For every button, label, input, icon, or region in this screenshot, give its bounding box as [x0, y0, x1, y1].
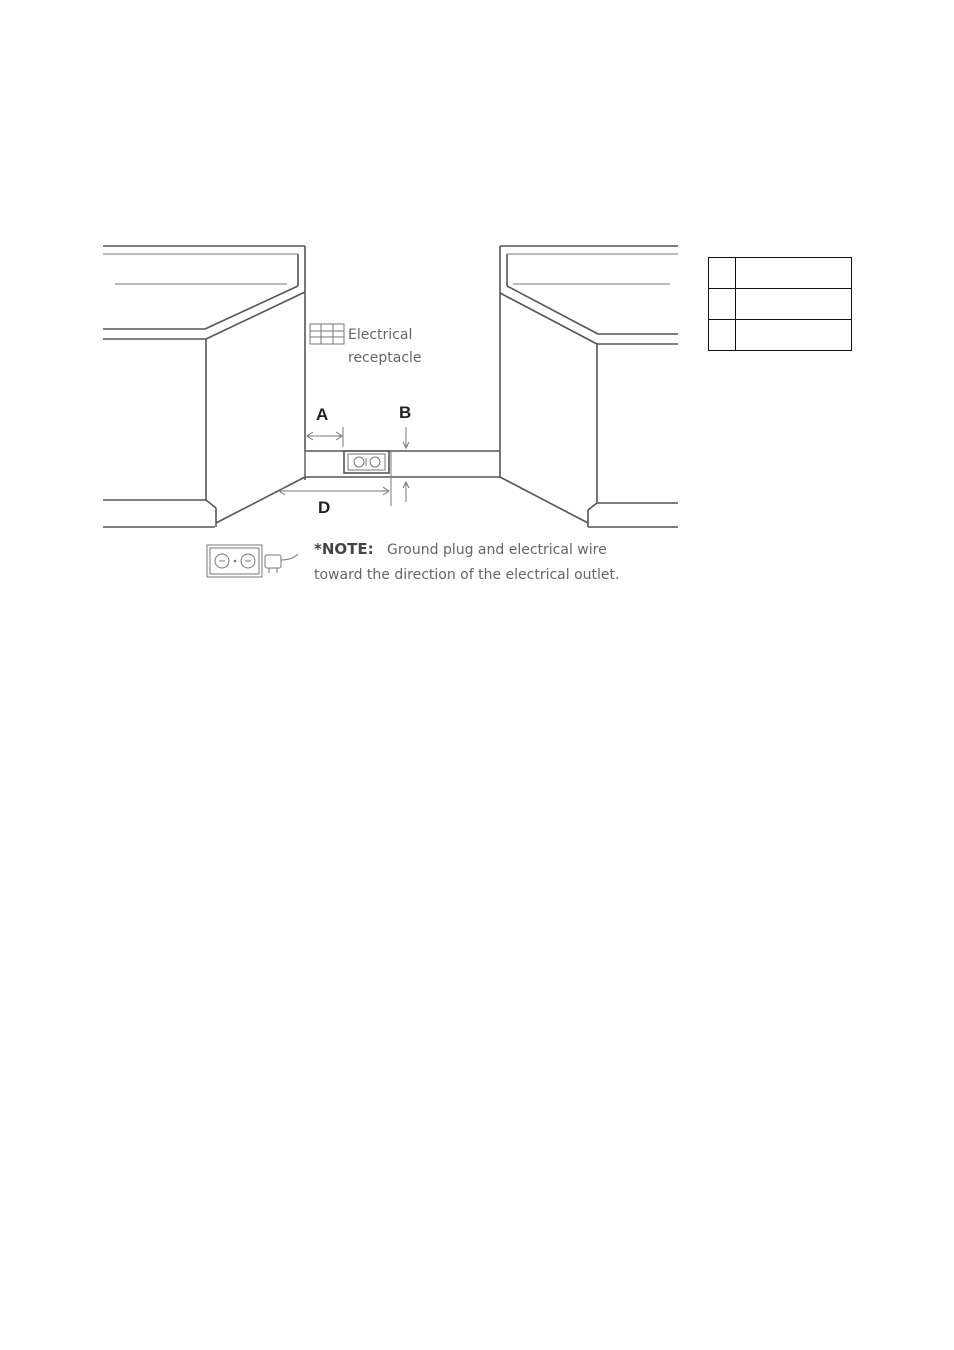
- table-cell-value: [736, 320, 852, 351]
- dimension-d: [279, 487, 389, 495]
- dimension-table: [708, 257, 852, 351]
- left-cabinet: [103, 246, 305, 527]
- note-line1: Ground plug and electrical wire: [387, 542, 607, 558]
- note-line2: toward the direction of the electrical outlet.: [314, 567, 620, 583]
- receptacle-icon: [310, 324, 344, 344]
- table-cell-key: [709, 258, 736, 289]
- label-d: D: [318, 498, 331, 517]
- dimension-b: [391, 427, 409, 506]
- dimension-a: [307, 427, 343, 447]
- table-cell-value: [736, 258, 852, 289]
- table-cell-key: [709, 289, 736, 320]
- right-cabinet: [500, 246, 678, 527]
- table-row: [709, 289, 852, 320]
- back-wall-opening: [305, 451, 500, 477]
- receptacle-label-line2: receptacle: [348, 350, 422, 366]
- note-label: *NOTE:: [314, 540, 374, 558]
- receptacle-label-line1: Electrical: [348, 327, 413, 343]
- plug-icon: [265, 554, 298, 573]
- table-cell-key: [709, 320, 736, 351]
- table-cell-value: [736, 289, 852, 320]
- table-row: [709, 258, 852, 289]
- wall-outlet-icon: [207, 545, 262, 577]
- table-row: [709, 320, 852, 351]
- label-a: A: [316, 405, 329, 424]
- outlet-box: [344, 451, 389, 473]
- label-b: B: [399, 403, 412, 422]
